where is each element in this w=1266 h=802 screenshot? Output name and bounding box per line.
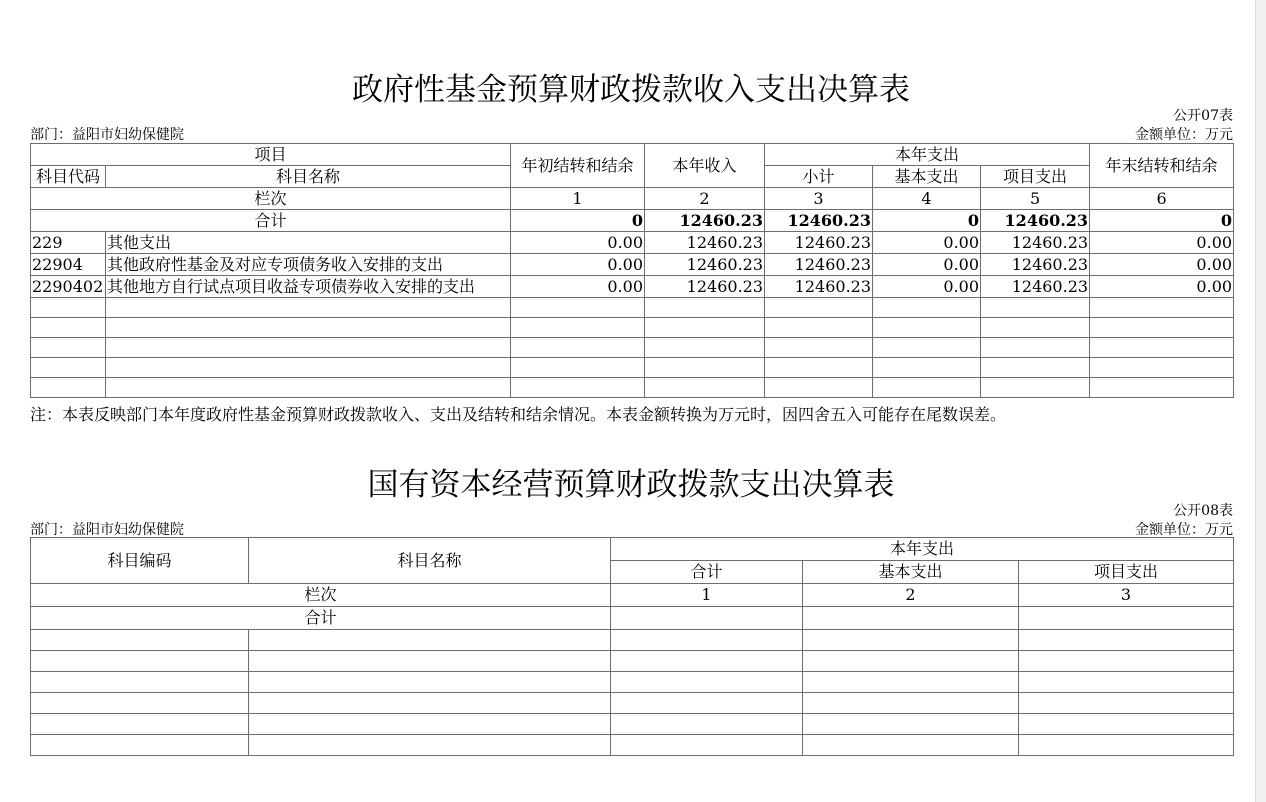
table-row <box>31 254 1234 276</box>
empty-row <box>31 630 1234 651</box>
empty-row <box>31 714 1234 735</box>
table07-form-no: 公开07表 <box>1173 108 1233 124</box>
total-cell: 12460.23 <box>765 210 873 232</box>
header-code: 科目编码 <box>31 538 249 584</box>
header-project: 项目支出 <box>981 166 1090 188</box>
row-value: 0.00 <box>511 232 645 254</box>
table08-title: 国有资本经营预算财政拨款支出决算表 <box>367 467 895 503</box>
total-label: 合计 <box>31 607 611 630</box>
col-index: 1 <box>611 584 803 607</box>
col-index: 2 <box>645 188 765 210</box>
row-code: 229 <box>31 232 106 254</box>
row-value: 0.00 <box>1090 232 1234 254</box>
col-index: 3 <box>765 188 873 210</box>
row-code: 22904 <box>31 254 106 276</box>
table07-title: 政府性基金预算财政拨款收入支出决算表 <box>352 72 910 108</box>
empty-row <box>31 358 1234 378</box>
row-value: 12460.23 <box>981 232 1090 254</box>
table08-form-no: 公开08表 <box>1173 503 1233 519</box>
row-value: 0.00 <box>511 276 645 298</box>
row-value: 0.00 <box>1090 276 1234 298</box>
empty-row <box>31 378 1234 398</box>
empty-row <box>31 338 1234 358</box>
row-value: 12460.23 <box>645 276 765 298</box>
table07-dept: 部门：益阳市妇幼保健院 <box>30 127 184 143</box>
header-code: 科目代码 <box>31 166 106 188</box>
header-project: 项目支出 <box>1019 561 1234 584</box>
header-item: 项目 <box>31 144 511 166</box>
row-value: 12460.23 <box>765 254 873 276</box>
empty-row <box>31 298 1234 318</box>
col-index-label: 栏次 <box>31 584 611 607</box>
row-value: 12460.23 <box>645 254 765 276</box>
table-row <box>31 232 1234 254</box>
total-cell <box>1019 607 1234 630</box>
total-cell <box>611 607 803 630</box>
row-value: 0.00 <box>511 254 645 276</box>
header-subtotal: 小计 <box>765 166 873 188</box>
empty-row <box>31 693 1234 714</box>
table07-note: 注：本表反映部门本年度政府性基金预算财政拨款收入、支出及结转和结余情况。本表金额转换为万元时，因四舍五入可能存在尾数误差。 <box>30 405 1007 424</box>
empty-row <box>31 318 1234 338</box>
row-value: 12460.23 <box>981 276 1090 298</box>
col-index-label: 栏次 <box>31 188 511 210</box>
row-value: 12460.23 <box>765 232 873 254</box>
table07 <box>30 143 1234 398</box>
row-value: 12460.23 <box>981 254 1090 276</box>
row-name: 其他支出 <box>106 232 511 254</box>
row-value: 0.00 <box>1090 254 1234 276</box>
empty-row <box>31 735 1234 756</box>
row-value: 0.00 <box>873 276 981 298</box>
header-end-balance: 年末结转和结余 <box>1090 144 1234 188</box>
row-value: 12460.23 <box>765 276 873 298</box>
header-basic: 基本支出 <box>803 561 1019 584</box>
total-cell: 0 <box>1090 210 1234 232</box>
total-cell: 0 <box>511 210 645 232</box>
col-index: 2 <box>803 584 1019 607</box>
row-code: 2290402 <box>31 276 106 298</box>
row-name: 其他政府性基金及对应专项债务收入安排的支出 <box>106 254 511 276</box>
col-index: 5 <box>981 188 1090 210</box>
empty-row <box>31 672 1234 693</box>
vertical-scrollbar[interactable] <box>1255 0 1266 802</box>
header-name: 科目名称 <box>106 166 511 188</box>
empty-row <box>31 651 1234 672</box>
table08 <box>30 537 1234 756</box>
total-cell <box>803 607 1019 630</box>
row-value: 0.00 <box>873 232 981 254</box>
header-income: 本年收入 <box>645 144 765 188</box>
header-expense: 本年支出 <box>611 538 1234 561</box>
col-index: 3 <box>1019 584 1234 607</box>
col-index: 4 <box>873 188 981 210</box>
col-index: 6 <box>1090 188 1234 210</box>
col-index: 1 <box>511 188 645 210</box>
total-cell: 0 <box>873 210 981 232</box>
header-total: 合计 <box>611 561 803 584</box>
header-name: 科目名称 <box>249 538 611 584</box>
header-expense: 本年支出 <box>765 144 1090 166</box>
header-begin-balance: 年初结转和结余 <box>511 144 645 188</box>
header-basic: 基本支出 <box>873 166 981 188</box>
table07-unit: 金额单位：万元 <box>1135 127 1233 143</box>
row-name: 其他地方自行试点项目收益专项债券收入安排的支出 <box>106 276 511 298</box>
table08-dept: 部门：益阳市妇幼保健院 <box>30 522 184 538</box>
row-value: 0.00 <box>873 254 981 276</box>
total-label: 合计 <box>31 210 511 232</box>
table08-unit: 金额单位：万元 <box>1135 522 1233 538</box>
total-cell: 12460.23 <box>981 210 1090 232</box>
table-row <box>31 276 1234 298</box>
total-cell: 12460.23 <box>645 210 765 232</box>
row-value: 12460.23 <box>645 232 765 254</box>
